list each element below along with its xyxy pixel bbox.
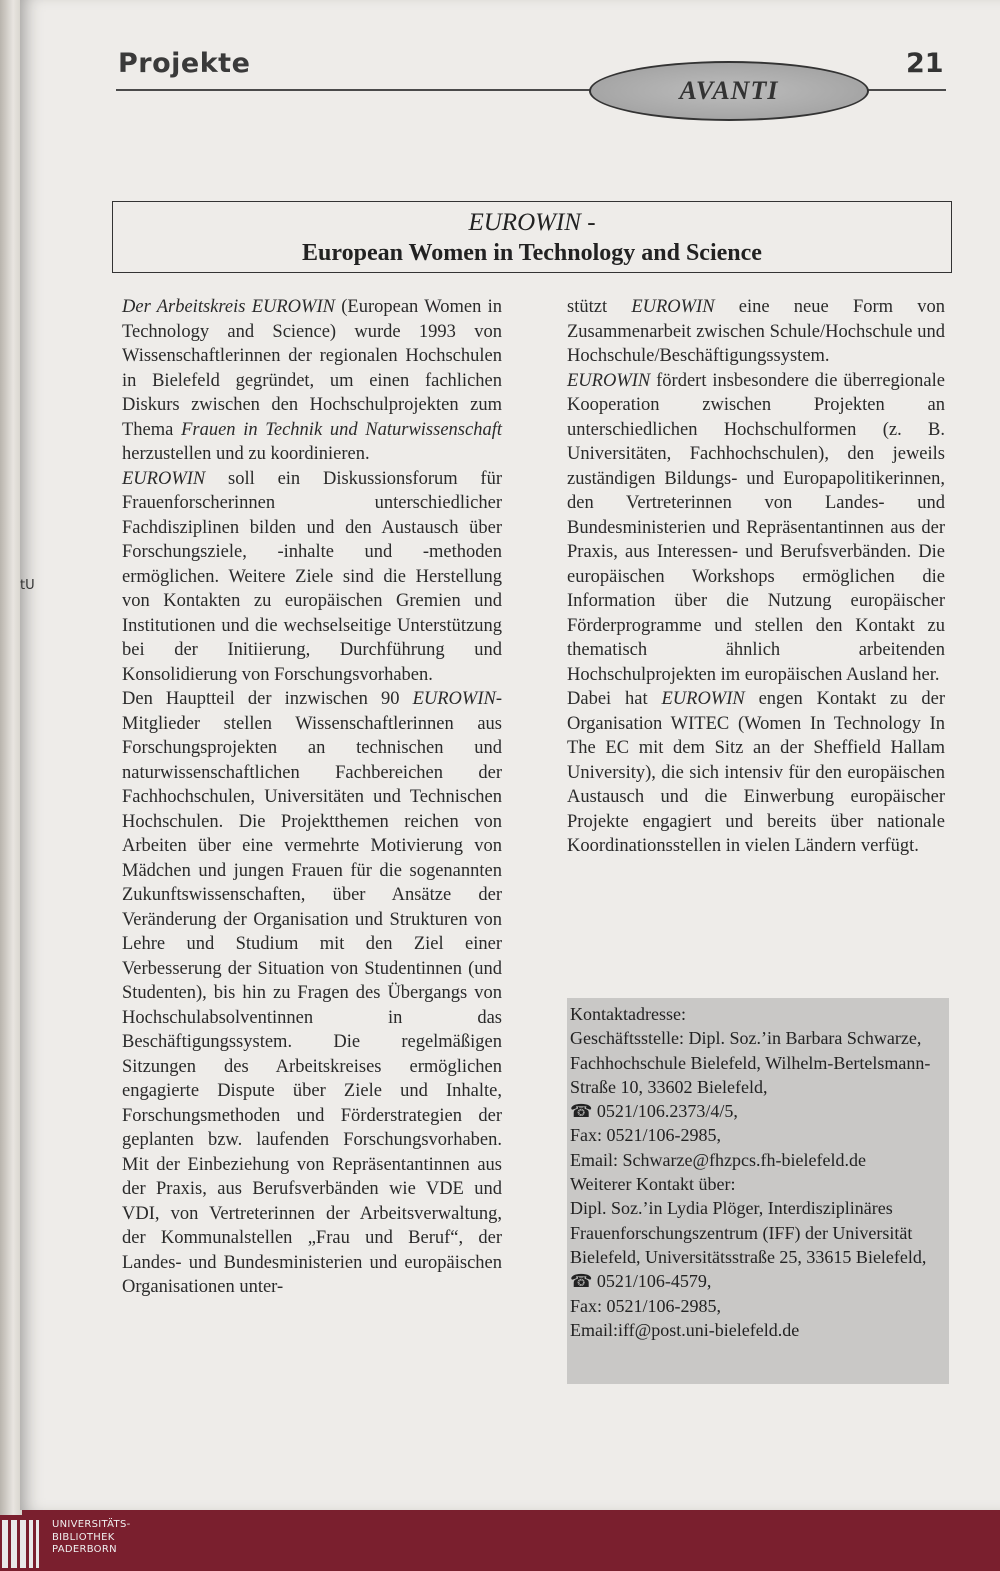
contact-heading: Kontaktadresse:	[570, 1004, 686, 1024]
italic-text: EUROWIN	[122, 468, 206, 489]
paragraph	[122, 295, 502, 467]
contact-heading-2: Weiterer Kontakt über:	[570, 1174, 736, 1195]
italic-text: Frauen in Technik und Naturwissenschaft	[181, 419, 502, 440]
contact-email-2: Email:iff@post.uni-bielefeld.de	[570, 1319, 800, 1340]
text-run: soll ein Diskussionsforum für Frauenforscherinnen unterschiedlicher Fachdisziplinen bilden und den Austausch über Forschungsziele, -inhalte und -methoden ermöglichen. Weitere Ziele sind die Herstellung von Kontakten zu europäischen Gremien und Institutionen und die wechselseitige Unterstützung bei der Initiierung, Durchführung und Konsolidierung von Forschungsvorhaben.	[122, 468, 502, 685]
italic-text: EUROWIN	[412, 689, 496, 709]
margin-mark: tU	[20, 578, 35, 593]
text-run: (European Women in Technology and Science) wurde 1993 von Wissenschaftlerinnen der regionalen Hochschulen in Bielefeld gegründet, um einen fachlichen Diskurs zwischen den Hochschulprojekten zum Thema	[122, 297, 502, 440]
document-page	[20, 0, 1000, 1510]
text-run: -Mitglieder stellen Wissenschaftlerinnen aus Forschungsprojekten an technischen und naturwissenschaftlichen Fachbereichen der Fachhochschulen, Universitäten und Technischen Hochschulen. Die Projektthemen reichen von Arbeiten über eine vermehrte Motivierung von Mädchen und jungen Frauen für die sogenannten Zukunftswissenschaften, über Ansätze der Veränderung der Organisation und Strukturen von Lehre und Studium mit den Ziel einer Verbesserung der Situation von Studentinnen (und Studenten), bis hin zu Fragen des Übergangs von Hochschulabsolventinnen in das Beschäftigungssystem. Die regelmäßigen Sitzungen des Arbeitskreises ermöglichen engagierte Dispute über Ziele und Inhalte, Forschungsmethoden und Förderstrategien der geplanten bzw. laufenden Forschungsvorhaben. Mit der Einbeziehung von Repräsentantinnen aus der Praxis, aus Berufsverbänden wie VDE und VDI, von Vertreterinnen der Arbeitsverwaltung, der Kommunalstellen „Frau und Beruf“, der Landes- und Bundesministerien und europäischen Organisationen unter-	[122, 689, 502, 1297]
contact-fax-2: Fax: 0521/106-2985,	[570, 1295, 721, 1316]
contact-address: Geschäftsstelle: Dipl. Soz.’in Barbara Schwarze, Fachhochschule Bielefeld, Wilhelm-Bertelsmann-Straße 10, 33602 Bielefeld,	[570, 1028, 931, 1097]
text-run: Dabei hat	[567, 689, 662, 709]
library-name-line: PADERBORN	[52, 1544, 117, 1555]
text-run: stützt	[567, 297, 632, 317]
paragraph	[122, 467, 502, 688]
book-spine-edge	[0, 0, 22, 1515]
italic-text: Der Arbeitskreis EUROWIN	[122, 297, 335, 317]
avanti-logo	[589, 61, 869, 121]
avanti-logo-text: AVANTI	[679, 76, 779, 105]
section-title: Projekte	[118, 48, 251, 79]
library-name-line: BIBLIOTHEK	[52, 1531, 115, 1543]
article-title: EUROWIN -	[468, 209, 596, 236]
article-title-box	[112, 201, 952, 273]
text-run: Den Hauptteil der inzwischen 90	[122, 689, 413, 709]
library-logo-icon	[2, 1520, 39, 1568]
italic-text: EUROWIN	[661, 689, 745, 709]
phone-icon: ☎	[570, 1101, 593, 1122]
phone-icon: ☎	[570, 1271, 593, 1292]
contact-phone	[570, 1099, 946, 1123]
library-name	[52, 1519, 131, 1557]
text-run: fördert insbesondere die überregionale Kooperation zwischen Projekten an unterschiedlichen Hochschulformen (z. B. Universitäten, Fachhochschulen), den jeweils zuständigen Bildungs- und Europapolitikerinnen, den Vertreterinnen von Landes- und Bundesministerien und Repräsentantinnen aus der Praxis, aus Interessen- und Berufsverbänden. Die europäischen Workshops ermöglichen die Information über die Nutzung europäischer Förderprogramme und stellen den Kontakt zu thematisch ähnlich arbeitenden Hochschulprojekten im europäischen Ausland her.	[567, 370, 945, 685]
page-number: 21	[906, 48, 944, 79]
library-name-line: UNIVERSITÄTS-	[52, 1519, 131, 1530]
paragraph	[567, 687, 945, 859]
right-column	[567, 295, 945, 859]
italic-text: EUROWIN	[567, 370, 651, 391]
contact-email: Email: Schwarze@fhzpcs.fh-bielefeld.de	[570, 1149, 866, 1170]
contact-box	[567, 998, 949, 1384]
paragraph	[122, 687, 502, 1300]
italic-text: EUROWIN	[631, 297, 715, 317]
text-run: herzustellen und zu koordinieren.	[122, 444, 370, 464]
article-subtitle: European Women in Technology and Science	[302, 240, 762, 266]
text-run: eine neue Form von Zusammenarbeit zwischen Schule/Hochschule und Hochschule/Beschäftigungssystem.	[567, 297, 945, 366]
contact-fax: Fax: 0521/106-2985,	[570, 1125, 721, 1146]
left-column	[122, 295, 502, 1300]
phone-number: 0521/106-4579,	[596, 1271, 712, 1292]
contact-phone-2	[570, 1269, 946, 1293]
text-run: engen Kontakt zu der Organisation WITEC (Women In Technology In The EC mit dem Sitz an der Sheffield Hallam University), die sich intensiv für den europäischen Austausch und die Einwerbung europäischer Projekte engagiert und bereits über nationale Koordinationsstellen in vielen Ländern verfügt.	[567, 689, 945, 856]
paragraph	[567, 295, 945, 369]
contact-address-2: Dipl. Soz.’in Lydia Plöger, Interdisziplinäres Frauenforschungszentrum (IFF) der Universität Bielefeld, Universitätsstraße 25, 33615 Bielefeld,	[570, 1198, 927, 1267]
phone-number: 0521/106.2373/4/5,	[596, 1101, 738, 1122]
paragraph	[567, 369, 945, 688]
library-watermark	[0, 1515, 1000, 1571]
